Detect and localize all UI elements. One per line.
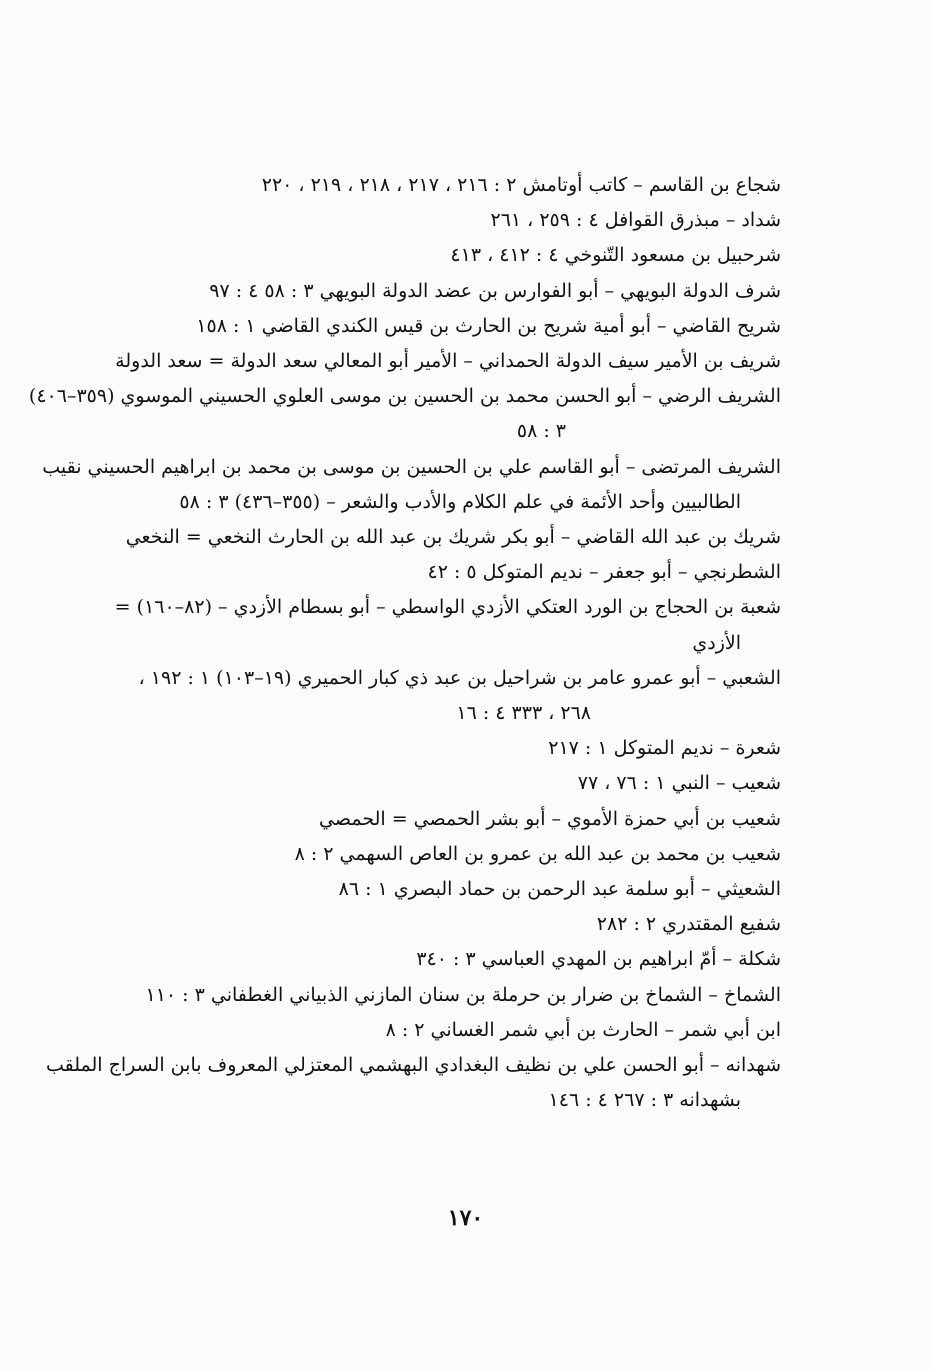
page-number: ١٧٠	[447, 1205, 484, 1231]
index-entry: شعيب بن أبي حمزة الأموي – أبو بشر الحمصي = الحمصي	[319, 807, 781, 830]
entry-continuation: ٢٦٨ ، ٣٣٣ ٤ : ١٦	[456, 702, 591, 725]
index-entry	[109, 661, 781, 731]
index-entry: شداد – مبذرق القوافل ٤ : ٢٥٩ ، ٢٦١	[490, 209, 781, 232]
index-entries	[28, 168, 781, 1118]
index-entry	[28, 379, 781, 449]
entry-continuation: الطالبيين وأحد الأئمة في علم الكلام والأدب والشعر – (٣٥٥–٤٣٦) ٣ : ٥٨	[179, 490, 741, 513]
index-entry: شريك بن عبد الله القاضي – أبو بكر شريك بن عبد الله بن الحارث النخعي = النخعي	[125, 526, 781, 549]
index-entry: الشعيثي – أبو سلمة عبد الرحمن بن حماد البصري ١ : ٨٦	[338, 878, 781, 901]
index-entry: شريح القاضي – أبو أمية شريح بن الحارث بن قيس الكندي القاضي ١ : ١٥٨	[196, 314, 781, 337]
index-entry	[109, 590, 781, 660]
index-entry: ابن أبي شمر – الحارث بن أبي شمر الغساني ٢ : ٨	[385, 1018, 781, 1041]
index-entry: شرف الدولة البويهي – أبو الفوارس بن عضد الدولة البويهي ٣ : ٥٨ ٤ : ٩٧	[209, 279, 781, 302]
entry-continuation: بشهدانه ٣ : ٢٦٧ ٤ : ١٤٦	[548, 1089, 741, 1112]
index-entry: شعيب – النبي ١ : ٧٦ ، ٧٧	[577, 772, 781, 795]
index-entry: شعيب بن محمد بن عبد الله بن عمرو بن العاص السهمي ٢ : ٨	[294, 842, 781, 865]
index-entry: شفيع المقتدري ٢ : ٢٨٢	[596, 913, 781, 936]
entry-main-line: شهدانه – أبو الحسن علي بن نظيف البغدادي البهشمي المعتزلي المعروف بابن السراج الملقب	[45, 1054, 781, 1077]
index-entry: شجاع بن القاسم – كاتب أوتامش ٢ : ٢١٦ ، ٢١٧ ، ٢١٨ ، ٢١٩ ، ٢٢٠	[261, 174, 781, 196]
index-entry: شريف بن الأمير سيف الدولة الحمداني – الأمير أبو المعالي سعد الدولة = سعد الدولة	[115, 350, 781, 373]
index-entry: شكلة – أمّ ابراهيم بن المهدي العباسي ٣ : ٣٤٠	[416, 948, 781, 971]
entry-continuation: الأزدي	[692, 631, 741, 654]
index-entry: شرحبيل بن مسعود التّنوخي ٤ : ٤١٢ ، ٤١٣	[450, 244, 781, 267]
entry-main-line: الشريف المرتضى – أبو القاسم علي بن الحسين بن موسى بن محمد بن ابراهيم الحسيني نقيب	[42, 455, 781, 478]
entry-main-line: الشعبي – أبو عمرو عامر بن شراحيل بن عبد ذي كبار الحميري (١٩–١٠٣) ١ : ١٩٢ ،	[138, 666, 781, 689]
entry-continuation: ٣ : ٥٨	[516, 420, 566, 443]
index-entry	[42, 450, 781, 520]
index-entry: شعرة – نديم المتوكل ١ : ٢١٧	[548, 737, 781, 760]
index-entry: الشطرنجي – أبو جعفر – نديم المتوكل ٥ : ٤٢	[427, 561, 781, 584]
entry-main-line: شعبة بن الحجاج بن الورد العتكي الأزدي الواسطي – أبو بسطام الأزدي – (٨٢–١٦٠) =	[114, 596, 781, 619]
entry-main-line: الشريف الرضي – أبو الحسن محمد بن الحسين بن موسى العلوي الحسيني الموسوي (٣٥٩–٤٠٦)	[28, 385, 781, 408]
index-entry	[45, 1048, 781, 1118]
index-entry: الشماخ – الشماخ بن ضرار بن حرملة بن سنان المازني الذبياني الغطفاني ٣ : ١١٠	[145, 983, 781, 1006]
